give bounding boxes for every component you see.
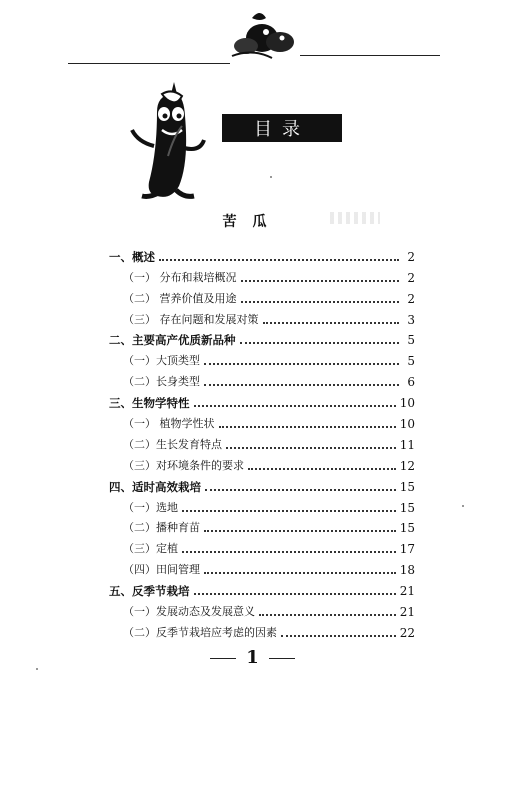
dot-leader (240, 342, 400, 344)
dot-leader (259, 614, 396, 616)
toc-entry-page: 2 (407, 291, 415, 306)
toc-entry-page: 10 (399, 396, 415, 411)
toc-chapter-row (109, 327, 415, 348)
toc-entry-label: （三） 存在问题和发展对策 (123, 312, 259, 326)
toc-subsection-row (109, 619, 415, 640)
toc-subsection-row (109, 515, 415, 536)
page-number (0, 647, 505, 668)
dot-leader (182, 551, 396, 553)
toc-subsection-row (109, 494, 415, 515)
dot-leader (182, 510, 396, 512)
toc-subsection-row (109, 431, 415, 452)
toc-entry-page: 15 (399, 521, 415, 536)
dot-leader (281, 635, 396, 637)
toc-subsection-row (109, 535, 415, 556)
scan-speck (36, 668, 38, 670)
dot-leader (241, 301, 400, 303)
dot-leader (219, 426, 396, 428)
toc-entry-page: 2 (407, 270, 415, 285)
dot-leader (204, 572, 396, 574)
toc-entry-page: 22 (399, 625, 415, 640)
header-rule-right (300, 55, 440, 56)
toc-subsection-row (109, 410, 415, 431)
toc-entry-page: 10 (399, 417, 415, 432)
dot-leader (204, 530, 396, 532)
toc-entry-page: 3 (407, 312, 415, 327)
toc-entry-label: 一、概述 (109, 249, 155, 264)
dot-leader (204, 363, 399, 365)
dot-leader (194, 593, 396, 595)
toc-subsection-row (109, 285, 415, 306)
table-of-contents (109, 243, 415, 640)
page-number-value: 1 (246, 647, 259, 668)
toc-subsection-row (109, 264, 415, 285)
toc-entry-label: （一）选地 (123, 500, 178, 514)
toc-entry-page: 18 (399, 563, 415, 578)
toc-subsection-row (109, 598, 415, 619)
scan-speck (270, 176, 272, 178)
section-title: 苦瓜 (222, 214, 283, 230)
toc-subsection-row (109, 306, 415, 327)
dot-leader (159, 259, 399, 261)
eggplant-mascot-icon (124, 76, 224, 206)
toc-subsection-row (109, 368, 415, 389)
toc-entry-label: （二）长身类型 (123, 375, 200, 389)
bleed-through-marks (330, 212, 380, 224)
toc-entry-page: 17 (399, 542, 415, 557)
dot-leader (204, 384, 399, 386)
toc-entry-label: （四）田间管理 (123, 563, 200, 577)
toc-entry-label: （一）大顶类型 (123, 354, 200, 368)
toc-entry-label: （一） 植物学性状 (123, 417, 215, 431)
toc-title: 目录 (222, 114, 342, 142)
toc-entry-label: （一） 分布和栽培概况 (123, 270, 237, 284)
toc-chapter-row (109, 243, 415, 264)
dot-leader (194, 405, 396, 407)
toc-chapter-row (109, 473, 415, 494)
toc-entry-label: （二）生长发育特点 (123, 437, 222, 451)
toc-entry-page: 21 (399, 605, 415, 620)
toc-entry-page: 5 (407, 354, 415, 369)
toc-entry-label: 二、主要高产优质新品种 (109, 333, 236, 348)
page-number-dash-right (269, 658, 295, 659)
toc-entry-label: （二）反季节栽培应考虑的因素 (123, 625, 277, 639)
toc-entry-label: （三）定植 (123, 542, 178, 556)
toc-entry-page: 15 (399, 500, 415, 515)
toc-chapter-row (109, 389, 415, 410)
dot-leader (205, 489, 396, 491)
toc-entry-page: 6 (407, 375, 415, 390)
toc-entry-label: 五、反季节栽培 (109, 584, 190, 599)
toc-chapter-row (109, 577, 415, 598)
toc-entry-page: 15 (399, 479, 415, 494)
header-rule-left (68, 63, 230, 64)
toc-subsection-row (109, 347, 415, 368)
toc-entry-page: 21 (399, 584, 415, 599)
vegetable-ornament-icon (222, 8, 302, 66)
toc-entry-label: 三、生物学特性 (109, 396, 190, 411)
dot-leader (248, 468, 396, 470)
dot-leader (241, 280, 400, 282)
toc-subsection-row (109, 556, 415, 577)
dot-leader (226, 447, 396, 449)
toc-entry-page: 11 (399, 437, 415, 452)
dot-leader (263, 322, 400, 324)
toc-entry-page: 5 (407, 333, 415, 348)
toc-entry-label: 四、适时高效栽培 (109, 479, 201, 494)
toc-entry-label: （一）发展动态及发展意义 (123, 605, 255, 619)
toc-entry-page: 2 (407, 249, 415, 264)
scan-speck (462, 505, 464, 507)
toc-entry-label: （二） 营养价值及用途 (123, 291, 237, 305)
toc-subsection-row (109, 452, 415, 473)
toc-entry-label: （二）播种育苗 (123, 521, 200, 535)
page-number-dash-left (210, 658, 236, 659)
toc-entry-page: 12 (399, 458, 415, 473)
toc-entry-label: （三）对环境条件的要求 (123, 458, 244, 472)
